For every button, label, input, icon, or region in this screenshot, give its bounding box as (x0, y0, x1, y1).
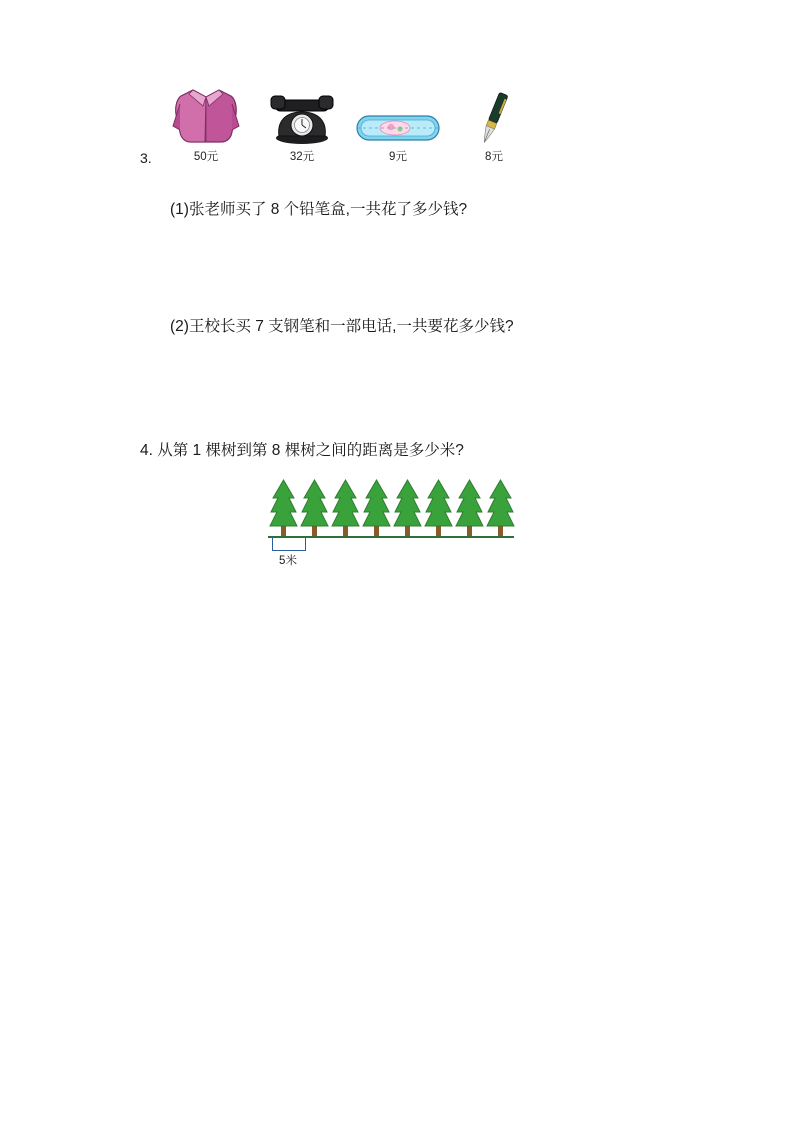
goods-price-row (140, 78, 680, 164)
telephone-icon (254, 84, 350, 146)
trees-row (268, 478, 516, 536)
tree-icon (299, 478, 330, 536)
item-price: 8元 (485, 151, 503, 163)
good-item (350, 84, 446, 164)
tree-row-illustration (268, 478, 528, 578)
distance-bracket (272, 538, 306, 551)
tree-icon (454, 478, 485, 536)
good-item (158, 84, 254, 164)
item-price: 32元 (289, 151, 315, 163)
problem-3-sub-question-1: (1)张老师买了 8 个铅笔盒,一共花了多少钱? (170, 201, 468, 218)
problem-3-number: 3. (140, 150, 152, 166)
pencil-case-icon (350, 84, 446, 146)
item-price: 50元 (193, 151, 219, 163)
tree-icon (392, 478, 423, 536)
problem-4-text: 4. 从第 1 棵树到第 8 棵树之间的距离是多少米? (140, 442, 464, 459)
tree-icon (268, 478, 299, 536)
fountain-pen-icon (446, 84, 542, 146)
tree-icon (485, 478, 516, 536)
problem-3 (140, 78, 680, 340)
distance-label: 5米 (279, 555, 297, 567)
tree-icon (361, 478, 392, 536)
item-price: 9元 (389, 151, 407, 163)
good-item (254, 84, 350, 164)
tree-icon (423, 478, 454, 536)
tree-icon (330, 478, 361, 536)
coat-icon (158, 84, 254, 146)
problem-4 (140, 438, 700, 578)
problem-3-sub-question-2: (2)王校长买 7 支钢笔和一部电话,一共要花多少钱? (170, 317, 514, 335)
good-item (446, 84, 542, 164)
